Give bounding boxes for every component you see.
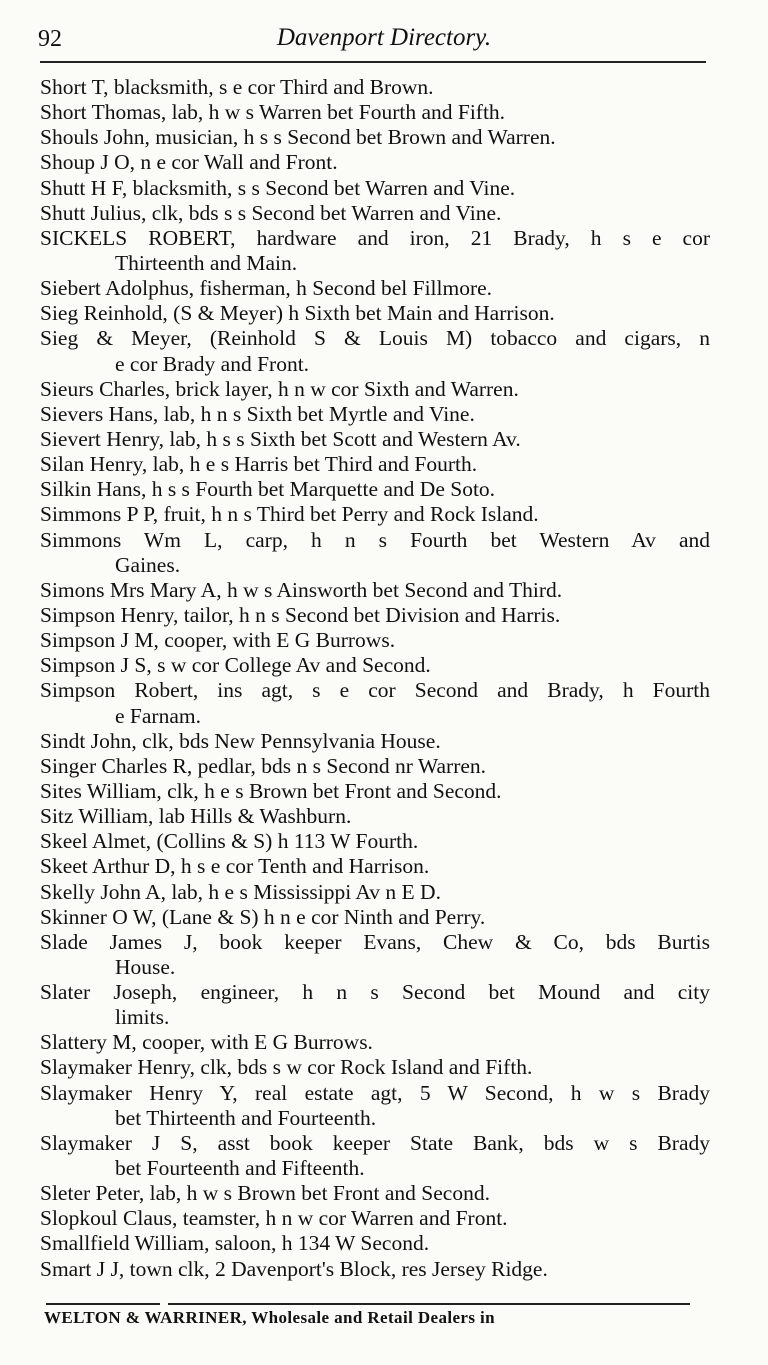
- entry-line: Simpson J S, s w cor College Av and Second.: [40, 653, 431, 678]
- entry-line: Silan Henry, lab, h e s Harris bet Third and Fourth.: [40, 452, 478, 477]
- directory-entry: [40, 75, 710, 100]
- directory-entry: [40, 603, 710, 628]
- directory-entry: [40, 1055, 710, 1080]
- entry-line: Sieg & Meyer, (Reinhold S & Louis M) tobacco and cigars, n: [40, 326, 710, 351]
- entry-continuation-line: bet Thirteenth and Fourteenth.: [115, 1105, 377, 1130]
- footer-rule-short: [46, 1303, 160, 1305]
- entry-continuation-line: limits.: [115, 1005, 170, 1030]
- page-number: 92: [38, 26, 62, 52]
- directory-entry: [40, 326, 710, 376]
- entry-line: Simmons Wm L, carp, h n s Fourth bet Western Av and: [40, 527, 710, 552]
- directory-entry: [40, 100, 710, 125]
- entry-continuation-line: e cor Brady and Front.: [115, 351, 310, 376]
- directory-entry: [40, 754, 710, 779]
- directory-entry: [40, 125, 710, 150]
- entry-line: Shouls John, musician, h s s Second bet Brown and Warren.: [40, 125, 556, 150]
- entry-line: Sindt John, clk, bds New Pennsylvania House.: [40, 728, 441, 753]
- directory-entry: [40, 804, 710, 829]
- entry-continuation-line: Gaines.: [115, 552, 181, 577]
- entry-line: Simpson Robert, ins agt, s e cor Second and Brady, h Fourth: [40, 678, 710, 703]
- directory-entry: [40, 578, 710, 603]
- entry-line: Sites William, clk, h e s Brown bet Front and Second.: [40, 778, 502, 803]
- directory-entry: [40, 176, 710, 201]
- entry-line: Skelly John A, lab, h e s Mississippi Av n E D.: [40, 879, 441, 904]
- directory-entry: [40, 905, 710, 930]
- entry-line: Singer Charles R, pedlar, bds n s Second nr Warren.: [40, 753, 487, 778]
- directory-entry: [40, 427, 710, 452]
- directory-entry: [40, 1181, 710, 1206]
- entry-line: Sleter Peter, lab, h w s Brown bet Front and Second.: [40, 1181, 490, 1206]
- directory-entry: [40, 402, 710, 427]
- entry-line: Siebert Adolphus, fisherman, h Second bel Fillmore.: [40, 276, 493, 301]
- entry-continuation-line: House.: [115, 954, 176, 979]
- entry-line: Slaymaker Henry, clk, bds s w cor Rock Island and Fifth.: [40, 1055, 533, 1080]
- directory-entry: [40, 829, 710, 854]
- entry-line: Slaymaker J S, asst book keeper State Bank, bds w s Brady: [40, 1130, 710, 1155]
- directory-entry: [40, 1257, 710, 1282]
- directory-entry: [40, 1131, 710, 1181]
- directory-entry: [40, 930, 710, 980]
- footer-advertisement: WELTON & WARRINER, Wholesale and Retail Dealers in: [44, 1308, 496, 1327]
- directory-entry: [40, 226, 710, 276]
- entry-line: Skeel Almet, (Collins & S) h 113 W Fourth.: [40, 829, 419, 854]
- entry-line: Smallfield William, saloon, h 134 W Second.: [40, 1231, 430, 1256]
- entry-line: Simmons P P, fruit, h n s Third bet Perry and Rock Island.: [40, 502, 539, 527]
- entry-continuation-line: Thirteenth and Main.: [115, 250, 298, 275]
- entry-line: Slattery M, cooper, with E G Burrows.: [40, 1030, 373, 1055]
- entry-line: Smart J J, town clk, 2 Davenport's Block, res Jersey Ridge.: [40, 1256, 548, 1281]
- directory-entry: [40, 729, 710, 754]
- entry-line: Simons Mrs Mary A, h w s Ainsworth bet Second and Third.: [40, 577, 563, 602]
- entry-line: Sievert Henry, lab, h s s Sixth bet Scott and Western Av.: [40, 426, 521, 451]
- directory-entry: [40, 980, 710, 1030]
- entry-line: Skeet Arthur D, h s e cor Tenth and Harrison.: [40, 854, 430, 879]
- directory-entry: [40, 779, 710, 804]
- directory-entry: [40, 377, 710, 402]
- directory-entry: [40, 276, 710, 301]
- entry-line: SICKELS ROBERT, hardware and iron, 21 Brady, h s e cor: [40, 225, 710, 250]
- directory-entry: [40, 1081, 710, 1131]
- directory-entry: [40, 854, 710, 879]
- directory-entry: [40, 150, 710, 175]
- entry-line: Slade James J, book keeper Evans, Chew & Co, bds Burtis: [40, 929, 710, 954]
- entry-line: Sitz William, lab Hills & Washburn.: [40, 804, 352, 829]
- directory-entry: [40, 528, 710, 578]
- directory-entry: [40, 678, 710, 728]
- directory-entry: [40, 477, 710, 502]
- entry-line: Shoup J O, n e cor Wall and Front.: [40, 150, 338, 175]
- entry-continuation-line: bet Fourteenth and Fifteenth.: [115, 1156, 365, 1181]
- directory-entry: [40, 1030, 710, 1055]
- entry-line: Slaymaker Henry Y, real estate agt, 5 W Second, h w s Brady: [40, 1080, 710, 1105]
- entry-line: Simpson Henry, tailor, h n s Second bet Division and Harris.: [40, 602, 561, 627]
- entry-line: Skinner O W, (Lane & S) h n e cor Ninth and Perry.: [40, 904, 486, 929]
- entry-line: Shutt H F, blacksmith, s s Second bet Warren and Vine.: [40, 175, 516, 200]
- directory-entry: [40, 628, 710, 653]
- entry-line: Sievers Hans, lab, h n s Sixth bet Myrtle and Vine.: [40, 401, 475, 426]
- footer-rule-long: [168, 1303, 690, 1305]
- entry-line: Sieg Reinhold, (S & Meyer) h Sixth bet Main and Harrison.: [40, 301, 555, 326]
- entry-line: Slater Joseph, engineer, h n s Second bet Mound and city: [40, 980, 710, 1005]
- entry-line: Shutt Julius, clk, bds s s Second bet Warren and Vine.: [40, 200, 502, 225]
- directory-entry: [40, 201, 710, 226]
- directory-entry: [40, 880, 710, 905]
- entry-line: Short Thomas, lab, h w s Warren bet Fourth and Fifth.: [40, 100, 506, 125]
- entry-continuation-line: e Farnam.: [115, 703, 201, 728]
- header-rule: [40, 61, 706, 63]
- running-title: Davenport Directory.: [276, 24, 492, 51]
- directory-entry: [40, 452, 710, 477]
- directory-entry: [40, 301, 710, 326]
- directory-entry: [40, 1231, 710, 1256]
- entry-line: Simpson J M, cooper, with E G Burrows.: [40, 628, 396, 653]
- entry-line: Silkin Hans, h s s Fourth bet Marquette and De Soto.: [40, 477, 496, 502]
- entry-line: Sieurs Charles, brick layer, h n w cor Sixth and Warren.: [40, 376, 519, 401]
- directory-entry: [40, 502, 710, 527]
- directory-entries: [40, 75, 710, 1282]
- entry-line: Slopkoul Claus, teamster, h n w cor Warren and Front.: [40, 1206, 508, 1231]
- directory-entry: [40, 1206, 710, 1231]
- entry-line: Short T, blacksmith, s e cor Third and Brown.: [40, 75, 434, 99]
- directory-entry: [40, 653, 710, 678]
